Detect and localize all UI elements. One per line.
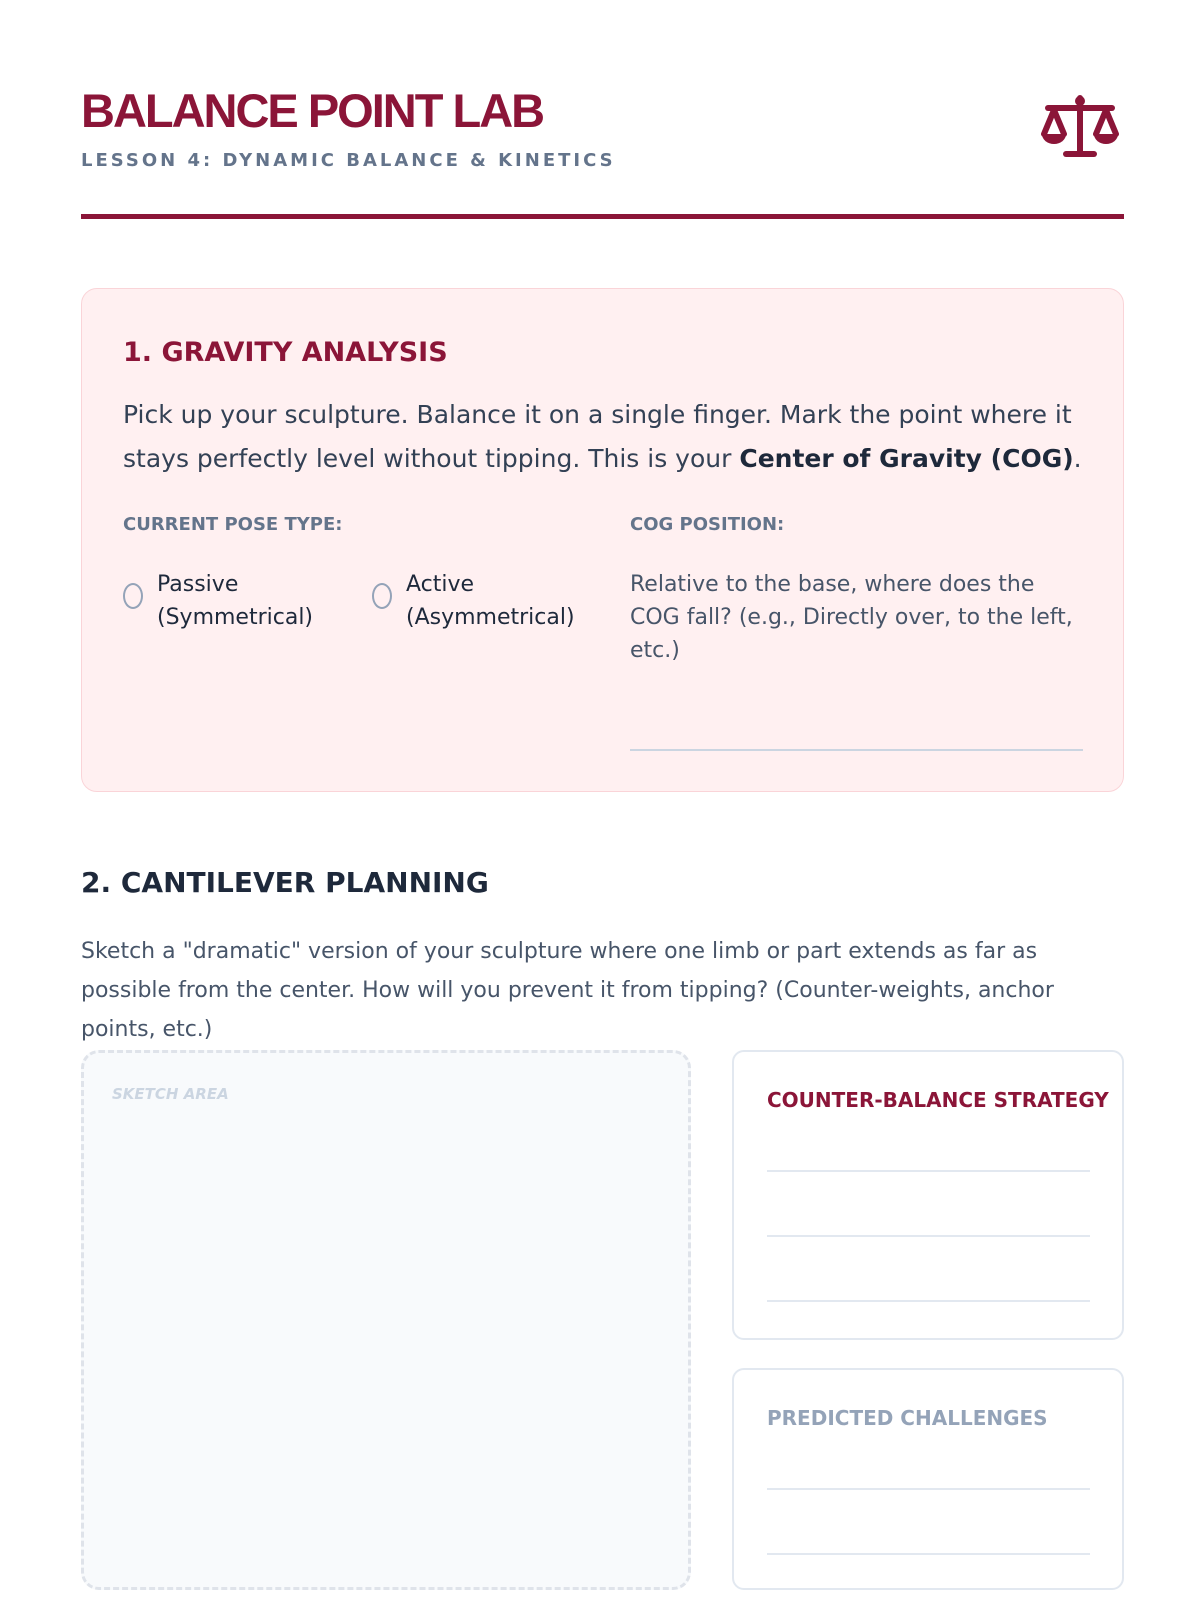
pose-type-label: CURRENT POSE TYPE: xyxy=(123,514,343,535)
cog-answer-line[interactable] xyxy=(630,749,1083,751)
writing-line[interactable] xyxy=(767,1235,1090,1237)
cog-position-label: COG POSITION: xyxy=(630,514,785,535)
sketch-area-label: SKETCH AREA xyxy=(112,1085,229,1103)
page-title: BALANCE POINT LAB xyxy=(81,84,544,137)
gravity-analysis-section xyxy=(81,288,1124,792)
header-divider xyxy=(81,214,1124,219)
page-header xyxy=(81,84,1124,171)
writing-line[interactable] xyxy=(767,1553,1090,1555)
writing-line[interactable] xyxy=(767,1488,1090,1490)
predicted-challenges-title: PREDICTED CHALLENGES xyxy=(767,1406,1048,1430)
cantilever-heading: 2. CANTILEVER PLANNING xyxy=(81,866,489,899)
writing-line[interactable] xyxy=(767,1300,1090,1302)
scales-icon xyxy=(1040,92,1120,162)
instructions-text: Pick up your sculpture. Balance it on a single finger. Mark the point where it stays perfectly level without tipping. This is your Center of Gravity (COG). xyxy=(123,400,1082,473)
cog-term: Center of Gravity (COG) xyxy=(739,444,1074,473)
writing-line[interactable] xyxy=(767,1170,1090,1172)
counter-balance-card xyxy=(732,1050,1124,1340)
counter-balance-title: COUNTER-BALANCE STRATEGY xyxy=(767,1088,1109,1112)
cog-question: Relative to the base, where does the COG fall? (e.g., Directly over, to the left, etc.) xyxy=(630,572,1073,663)
pose-option-passive[interactable]: Passive (Symmetrical) xyxy=(123,568,317,634)
sketch-area[interactable] xyxy=(81,1050,691,1590)
radio-button[interactable] xyxy=(372,583,392,609)
predicted-challenges-card xyxy=(732,1368,1124,1590)
pose-option-active[interactable]: Active (Asymmetrical) xyxy=(372,568,586,634)
lesson-subtitle: LESSON 4: DYNAMIC BALANCE & KINETICS xyxy=(81,150,616,171)
radio-button[interactable] xyxy=(123,583,143,609)
cantilever-description: Sketch a "dramatic" version of your sculpture where one limb or part extends as far as possible from the center. How will you prevent it from tipping? (Counter-weights, anchor points, etc.) xyxy=(81,939,1054,1042)
section-heading: 1. GRAVITY ANALYSIS xyxy=(123,337,448,368)
